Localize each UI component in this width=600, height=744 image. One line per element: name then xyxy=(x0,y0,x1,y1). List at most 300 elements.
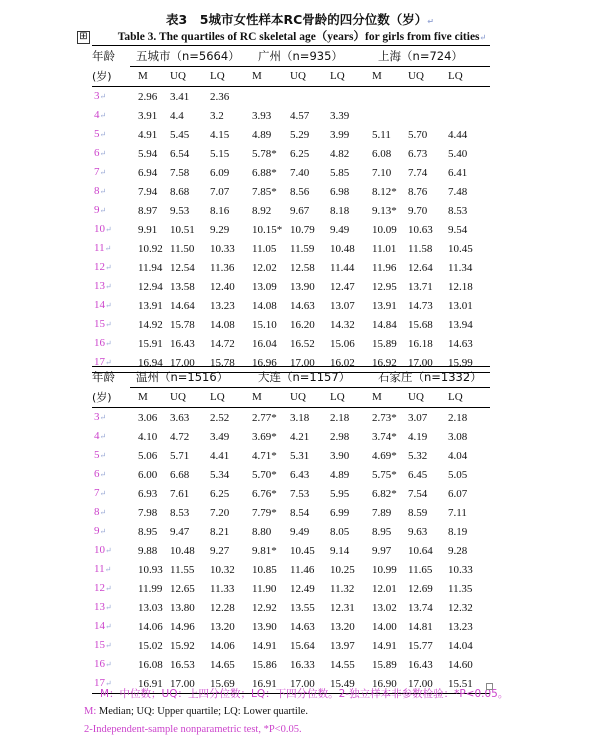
value-cell: 11.01 xyxy=(372,242,397,255)
table-row xyxy=(92,427,490,446)
value-cell: 3.91 xyxy=(138,109,158,122)
group-header: 广州（n=935） xyxy=(252,46,372,67)
value-cell: 17.00 xyxy=(408,356,433,369)
value-cell: 9.81* xyxy=(252,544,277,557)
value-cell: 13.90 xyxy=(252,620,277,633)
value-cell: 13.91 xyxy=(138,299,163,312)
stat-header: UQ xyxy=(170,67,210,87)
value-cell: 11.35 xyxy=(448,582,473,595)
value-cell: 4.82 xyxy=(330,147,350,160)
age-cell: 7↵ xyxy=(94,166,107,178)
stat-header: M xyxy=(372,67,408,87)
value-cell: 5.70* xyxy=(252,468,277,481)
value-cell: 15.49 xyxy=(330,677,355,690)
value-cell: 14.92 xyxy=(138,318,163,331)
value-cell: 13.01 xyxy=(448,299,473,312)
age-cell: 14↵ xyxy=(94,299,112,311)
value-cell: 8.21 xyxy=(210,525,230,538)
value-cell: 10.45 xyxy=(448,242,473,255)
value-cell: 15.10 xyxy=(252,318,277,331)
age-cell: 8↵ xyxy=(94,185,107,197)
value-cell: 5.94 xyxy=(138,147,158,160)
value-cell: 9.97 xyxy=(372,544,392,557)
age-cell: 10↵ xyxy=(94,223,112,235)
age-unit-header: (岁) xyxy=(92,67,130,87)
value-cell: 10.99 xyxy=(372,563,397,576)
value-cell: 6.54 xyxy=(170,147,190,160)
age-cell: 7↵ xyxy=(94,487,107,499)
value-cell: 8.59 xyxy=(408,506,428,519)
value-cell: 11.94 xyxy=(138,261,163,274)
value-cell: 10.85 xyxy=(252,563,277,576)
value-cell: 7.94 xyxy=(138,185,158,198)
value-cell: 8.53 xyxy=(170,506,190,519)
value-cell: 12.94 xyxy=(138,280,163,293)
value-cell: 8.19 xyxy=(448,525,468,538)
stat-header: M xyxy=(130,388,170,408)
group-header: 五城市（n=5664） xyxy=(130,46,252,67)
value-cell: 11.65 xyxy=(408,563,433,576)
value-cell: 13.97 xyxy=(330,639,355,652)
value-cell: 10.48 xyxy=(330,242,355,255)
value-cell: 12.54 xyxy=(170,261,195,274)
value-cell: 8.18 xyxy=(330,204,350,217)
age-cell: 12↵ xyxy=(94,582,112,594)
value-cell: 4.71* xyxy=(252,449,277,462)
table-row xyxy=(92,220,490,239)
value-cell: 3.63 xyxy=(170,411,190,424)
value-cell: 16.20 xyxy=(290,318,315,331)
value-cell: 8.12* xyxy=(372,185,397,198)
stat-header: LQ xyxy=(330,388,372,408)
table-row xyxy=(92,258,490,277)
value-cell: 14.65 xyxy=(210,658,235,671)
value-cell: 11.96 xyxy=(372,261,397,274)
value-cell: 15.92 xyxy=(170,639,195,652)
value-cell: 7.58 xyxy=(170,166,190,179)
value-cell: 11.55 xyxy=(170,563,195,576)
value-cell: 14.73 xyxy=(408,299,433,312)
value-cell: 13.03 xyxy=(138,601,163,614)
value-cell xyxy=(448,87,490,107)
value-cell: 3.18 xyxy=(290,411,310,424)
table-row xyxy=(92,560,490,579)
age-cell: 12↵ xyxy=(94,261,112,273)
value-cell: 15.78 xyxy=(210,356,235,369)
value-cell xyxy=(408,87,448,107)
stat-header: LQ xyxy=(448,388,490,408)
value-cell: 12.49 xyxy=(290,582,315,595)
value-cell xyxy=(330,87,372,107)
value-cell: 14.81 xyxy=(408,620,433,633)
value-cell: 7.48 xyxy=(448,185,468,198)
value-cell: 14.63 xyxy=(290,299,315,312)
value-cell: 14.60 xyxy=(448,658,473,671)
value-cell xyxy=(290,87,330,107)
value-cell: 16.43 xyxy=(408,658,433,671)
age-cell: 3↵ xyxy=(94,411,107,423)
value-cell: 4.10 xyxy=(138,430,158,443)
value-cell: 6.82* xyxy=(372,487,397,500)
value-cell: 11.36 xyxy=(210,261,235,274)
value-cell: 12.95 xyxy=(372,280,397,293)
value-cell: 16.92 xyxy=(372,356,397,369)
value-cell: 4.72 xyxy=(170,430,190,443)
value-cell: 11.33 xyxy=(210,582,235,595)
value-cell: 12.02 xyxy=(252,261,277,274)
value-cell: 16.96 xyxy=(252,356,277,369)
age-header: 年龄 xyxy=(92,370,115,385)
value-cell: 12.01 xyxy=(372,582,397,595)
value-cell: 10.45 xyxy=(290,544,315,557)
age-header: 年龄 xyxy=(92,49,115,64)
value-cell: 2.73* xyxy=(372,411,397,424)
value-cell: 15.78 xyxy=(170,318,195,331)
value-cell: 15.77 xyxy=(408,639,433,652)
value-cell: 6.25 xyxy=(290,147,310,160)
age-cell: 17↵ xyxy=(94,356,112,368)
value-cell: 11.44 xyxy=(330,261,355,274)
stat-header: M xyxy=(252,388,290,408)
value-cell: 15.89 xyxy=(372,658,397,671)
value-cell: 5.15 xyxy=(210,147,230,160)
value-cell: 12.65 xyxy=(170,582,195,595)
value-cell: 8.68 xyxy=(170,185,190,198)
value-cell: 3.06 xyxy=(138,411,158,424)
table-title-cn: 表3 5城市女性样本RC骨龄的四分位数（岁）↵ xyxy=(166,12,434,27)
value-cell: 13.20 xyxy=(210,620,235,633)
value-cell: 15.89 xyxy=(372,337,397,350)
value-cell: 3.2 xyxy=(210,109,224,122)
value-cell: 3.74* xyxy=(372,430,397,443)
value-cell: 15.06 xyxy=(330,337,355,350)
value-cell: 2.77* xyxy=(252,411,277,424)
value-cell: 16.18 xyxy=(408,337,433,350)
value-cell: 10.15* xyxy=(252,223,283,236)
stat-header: LQ xyxy=(210,388,252,408)
value-cell: 16.91 xyxy=(138,677,163,690)
value-cell: 8.56 xyxy=(290,185,310,198)
value-cell: 10.25 xyxy=(330,563,355,576)
stat-header: UQ xyxy=(290,388,330,408)
value-cell: 13.09 xyxy=(252,280,277,293)
value-cell: 11.90 xyxy=(252,582,277,595)
table-row xyxy=(92,87,490,107)
value-cell: 5.75* xyxy=(372,468,397,481)
value-cell: 5.11 xyxy=(372,128,391,141)
value-cell: 7.89 xyxy=(372,506,392,519)
value-cell: 13.23 xyxy=(448,620,473,633)
stat-header: LQ xyxy=(330,67,372,87)
age-cell: 15↵ xyxy=(94,639,112,651)
value-cell: 6.99 xyxy=(330,506,350,519)
age-cell: 8↵ xyxy=(94,506,107,518)
value-cell: 2.98 xyxy=(330,430,350,443)
value-cell: 7.07 xyxy=(210,185,230,198)
value-cell: 12.40 xyxy=(210,280,235,293)
value-cell: 14.06 xyxy=(138,620,163,633)
value-cell: 8.95 xyxy=(372,525,392,538)
value-cell xyxy=(372,106,408,125)
value-cell: 9.54 xyxy=(448,223,468,236)
value-cell: 3.39 xyxy=(330,109,350,122)
value-cell: 14.08 xyxy=(210,318,235,331)
value-cell: 13.55 xyxy=(290,601,315,614)
value-cell: 7.85* xyxy=(252,185,277,198)
value-cell: 14.63 xyxy=(290,620,315,633)
age-cell: 9↵ xyxy=(94,525,107,537)
value-cell: 4.44 xyxy=(448,128,468,141)
value-cell: 8.53 xyxy=(448,204,468,217)
stat-header: M xyxy=(130,67,170,87)
value-cell: 2.96 xyxy=(138,90,158,103)
value-cell: 14.91 xyxy=(372,639,397,652)
value-cell: 10.79 xyxy=(290,223,315,236)
value-cell: 10.64 xyxy=(408,544,433,557)
value-cell: 5.71 xyxy=(170,449,190,462)
value-cell: 3.99 xyxy=(330,128,350,141)
value-cell: 16.91 xyxy=(252,677,277,690)
value-cell: 4.69* xyxy=(372,449,397,462)
value-cell: 14.08 xyxy=(252,299,277,312)
table-title-en: Table 3. The quartiles of RC skeletal age（years）for girls from five cities↵ xyxy=(117,31,487,43)
stat-header: LQ xyxy=(448,67,490,87)
value-cell: 14.63 xyxy=(448,337,473,350)
value-cell: 9.49 xyxy=(330,223,350,236)
value-cell: 12.69 xyxy=(408,582,433,595)
table-row xyxy=(92,144,490,163)
value-cell: 12.92 xyxy=(252,601,277,614)
value-cell: 16.43 xyxy=(170,337,195,350)
value-cell: 7.74 xyxy=(408,166,428,179)
stat-header: M xyxy=(372,388,408,408)
value-cell: 8.05 xyxy=(330,525,350,538)
footnote-cn: M：中位数；UQ：上四分位数；LQ：下四分位数。2-独立样本非参数检验：*P<0.05。 xyxy=(100,688,509,700)
value-cell: 9.13* xyxy=(372,204,397,217)
table-row xyxy=(92,239,490,258)
age-cell: 5↵ xyxy=(94,449,107,461)
value-cell xyxy=(372,87,408,107)
value-cell: 16.52 xyxy=(290,337,315,350)
value-cell: 9.67 xyxy=(290,204,310,217)
value-cell: 13.20 xyxy=(330,620,355,633)
stat-header: UQ xyxy=(290,67,330,87)
value-cell: 7.61 xyxy=(170,487,190,500)
value-cell: 17.00 xyxy=(290,356,315,369)
value-cell: 11.59 xyxy=(290,242,315,255)
value-cell: 14.06 xyxy=(210,639,235,652)
value-cell: 6.93 xyxy=(138,487,158,500)
value-cell: 16.33 xyxy=(290,658,315,671)
value-cell: 14.96 xyxy=(170,620,195,633)
value-cell: 13.71 xyxy=(408,280,433,293)
value-cell: 12.32 xyxy=(448,601,473,614)
value-cell: 3.49 xyxy=(210,430,230,443)
value-cell: 13.74 xyxy=(408,601,433,614)
value-cell: 4.57 xyxy=(290,109,310,122)
footnote-en-text: Median; UQ: Upper quartile; LQ: Lower quartile. xyxy=(96,706,308,717)
value-cell: 17.00 xyxy=(290,677,315,690)
age-cell: 16↵ xyxy=(94,337,112,349)
value-cell: 5.05 xyxy=(448,468,468,481)
value-cell: 4.04 xyxy=(448,449,468,462)
value-cell: 13.94 xyxy=(448,318,473,331)
age-cell: 17↵ xyxy=(94,677,112,689)
group-header: 大连（n=1157） xyxy=(252,367,372,388)
value-cell: 15.68 xyxy=(408,318,433,331)
value-cell: 8.16 xyxy=(210,204,230,217)
value-cell: 5.70 xyxy=(408,128,428,141)
age-cell: 13↵ xyxy=(94,601,112,613)
value-cell: 7.10 xyxy=(372,166,392,179)
value-cell: 12.31 xyxy=(330,601,355,614)
table-row xyxy=(92,465,490,484)
value-cell: 12.64 xyxy=(408,261,433,274)
value-cell: 8.95 xyxy=(138,525,158,538)
value-cell: 10.32 xyxy=(210,563,235,576)
value-cell: 13.90 xyxy=(290,280,315,293)
age-cell: 5↵ xyxy=(94,128,107,140)
table-move-handle-icon[interactable]: ⊞ xyxy=(77,31,90,44)
value-cell: 13.07 xyxy=(330,299,355,312)
table-row xyxy=(92,106,490,125)
value-cell: 9.49 xyxy=(290,525,310,538)
footnote-m-label: M: xyxy=(84,706,97,717)
value-cell: 17.00 xyxy=(170,677,195,690)
table-row xyxy=(92,655,490,674)
stat-header: LQ xyxy=(210,67,252,87)
stat-header: UQ xyxy=(170,388,210,408)
value-cell: 12.47 xyxy=(330,280,355,293)
value-cell: 3.07 xyxy=(408,411,428,424)
value-cell: 13.91 xyxy=(372,299,397,312)
value-cell: 16.90 xyxy=(372,677,397,690)
value-cell: 9.88 xyxy=(138,544,158,557)
quartiles-table-part1 xyxy=(92,45,490,373)
value-cell: 6.08 xyxy=(372,147,392,160)
value-cell: 9.14 xyxy=(330,544,350,557)
table-row xyxy=(92,541,490,560)
table-row xyxy=(92,296,490,315)
value-cell: 13.23 xyxy=(210,299,235,312)
value-cell: 4.15 xyxy=(210,128,230,141)
table-row xyxy=(92,617,490,636)
value-cell: 3.69* xyxy=(252,430,277,443)
value-cell: 6.45 xyxy=(408,468,428,481)
value-cell: 13.58 xyxy=(170,280,195,293)
value-cell: 14.72 xyxy=(210,337,235,350)
table-row xyxy=(92,579,490,598)
footnote-en-legend xyxy=(84,706,308,717)
value-cell: 6.41 xyxy=(448,166,468,179)
value-cell xyxy=(252,87,290,107)
age-cell: 9↵ xyxy=(94,204,107,216)
value-cell: 6.00 xyxy=(138,468,158,481)
value-cell: 17.00 xyxy=(408,677,433,690)
quartiles-table-part2 xyxy=(92,366,490,694)
value-cell: 14.91 xyxy=(252,639,277,652)
value-cell: 2.36 xyxy=(210,90,230,103)
value-cell: 3.93 xyxy=(252,109,272,122)
table-row xyxy=(92,408,490,428)
age-cell: 15↵ xyxy=(94,318,112,330)
value-cell: 4.89 xyxy=(252,128,272,141)
value-cell: 11.58 xyxy=(408,242,433,255)
age-cell: 11↵ xyxy=(94,242,112,254)
value-cell: 10.93 xyxy=(138,563,163,576)
value-cell: 12.28 xyxy=(210,601,235,614)
value-cell: 9.63 xyxy=(408,525,428,538)
value-cell: 16.94 xyxy=(138,356,163,369)
value-cell: 7.54 xyxy=(408,487,428,500)
value-cell: 5.85 xyxy=(330,166,350,179)
group-header: 温州（n=1516） xyxy=(130,367,252,388)
value-cell: 14.64 xyxy=(170,299,195,312)
value-cell: 10.09 xyxy=(372,223,397,236)
value-cell xyxy=(448,106,490,125)
stat-header: M xyxy=(252,67,290,87)
value-cell: 10.63 xyxy=(408,223,433,236)
group-header: 石家庄（n=1332） xyxy=(372,367,490,388)
value-cell: 16.53 xyxy=(170,658,195,671)
value-cell: 5.29 xyxy=(290,128,310,141)
table-row xyxy=(92,334,490,353)
value-cell: 7.98 xyxy=(138,506,158,519)
value-cell: 4.21 xyxy=(290,430,310,443)
age-cell: 4↵ xyxy=(94,109,107,121)
value-cell: 3.90 xyxy=(330,449,350,462)
value-cell: 2.52 xyxy=(210,411,230,424)
value-cell: 3.41 xyxy=(170,90,190,103)
footnote-en-test: 2-Independent-sample nonparametric test, *P<0.05. xyxy=(84,724,302,735)
value-cell: 10.33 xyxy=(448,563,473,576)
value-cell: 4.41 xyxy=(210,449,230,462)
value-cell: 14.55 xyxy=(330,658,355,671)
value-cell: 15.99 xyxy=(448,356,473,369)
value-cell: 6.73 xyxy=(408,147,428,160)
age-cell: 6↵ xyxy=(94,468,107,480)
value-cell: 6.98 xyxy=(330,185,350,198)
value-cell: 6.09 xyxy=(210,166,230,179)
value-cell: 14.84 xyxy=(372,318,397,331)
value-cell: 6.07 xyxy=(448,487,468,500)
value-cell: 15.64 xyxy=(290,639,315,652)
value-cell: 4.89 xyxy=(330,468,350,481)
value-cell: 6.68 xyxy=(170,468,190,481)
age-cell: 13↵ xyxy=(94,280,112,292)
value-cell: 2.18 xyxy=(448,411,468,424)
value-cell: 16.02 xyxy=(330,356,355,369)
value-cell: 10.48 xyxy=(170,544,195,557)
value-cell xyxy=(408,106,448,125)
value-cell: 8.92 xyxy=(252,204,272,217)
value-cell: 7.79* xyxy=(252,506,277,519)
resize-handle[interactable] xyxy=(486,683,493,690)
value-cell: 6.43 xyxy=(290,468,310,481)
value-cell: 7.11 xyxy=(448,506,467,519)
value-cell: 16.04 xyxy=(252,337,277,350)
value-cell: 13.80 xyxy=(170,601,195,614)
table-row xyxy=(92,277,490,296)
value-cell: 11.05 xyxy=(252,242,277,255)
value-cell: 15.86 xyxy=(252,658,277,671)
value-cell: 9.28 xyxy=(448,544,468,557)
value-cell: 14.32 xyxy=(330,318,355,331)
value-cell: 9.29 xyxy=(210,223,230,236)
value-cell: 5.40 xyxy=(448,147,468,160)
value-cell: 5.45 xyxy=(170,128,190,141)
value-cell: 9.53 xyxy=(170,204,190,217)
